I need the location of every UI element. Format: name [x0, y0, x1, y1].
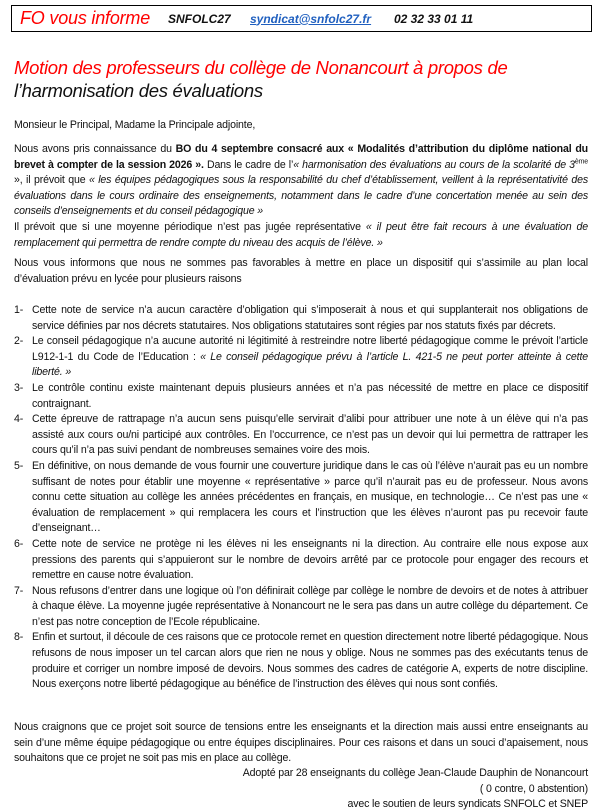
list-item	[14, 584, 588, 631]
quote-equipes: « les équipes pédagogiques sous la responsabilité du chef d’établissement, veillent à la représentativité des évaluations dans le cours ordinaire des enseignements, notamment dans le cadre d’une concertation menée au sein des conseils d’enseignements et du conseil pédagogique »	[14, 174, 588, 218]
brand-title: FO vous informe	[20, 8, 151, 28]
closing-paragraph: Nous craignons que ce projet soit source de tensions entre les enseignants et la direction mais aussi entre enseignants au sein d’une même équipe pédagogique ou entre équipes disciplinaires. Pour ces raisons et dans un souci d’apaisement, nous souhaitons que ce projet ne soit pas mis en place au collège.	[14, 721, 588, 765]
list-text: Cette épreuve de rattrapage n’a aucun sens puisqu’elle servirait d’alibi pour attribuer une note à un élève qui n’a pas assisté aux cours ou/ni participé aux contrôles. En l’occurrence, ce n’est pas un devoir qui lui permettra de rattraper les cours qu’il n’a pas suivi pendant de nombreuses semaines voire des mois.	[32, 413, 588, 457]
list-item	[14, 630, 588, 692]
bo-reference: BO du 4 septembre consacré aux « Modalités d’attribution du diplôme national du brevet à compter de la session 2026 ».	[14, 143, 588, 171]
title-line-2: l’harmonisation des évaluations	[14, 80, 263, 101]
phone-number: 02 32 33 01 11	[394, 11, 474, 26]
salutation: Monsieur le Principal, Madame la Principale adjointe,	[14, 119, 256, 131]
quote-remplacement: « il peut être fait recours à une évaluation de remplacement qui permettra de rendre compte du niveau des acquis de l’élève. »	[14, 220, 588, 249]
list-item	[14, 459, 588, 537]
intro-text-3: », il prévoit que	[14, 174, 89, 187]
list-number: 7-	[14, 584, 24, 597]
list-item	[14, 381, 588, 412]
signature-votes: ( 0 contre, 0 abstention)	[479, 782, 588, 795]
list-text: Enfin et surtout, il découle de ces raisons que ce protocole remet en question directement notre liberté pédagogique. Nous refusons de nous imposer un tel carcan alors que rien ne nous y oblige. Nous ne sommes pas des exécutants tenus de produire et corriger un nombre imposé de devoirs. Nous sommes des cadres de catégorie A, experts de notre discipline. Nous exerçons notre liberté pédagogique au bénéfice de l’instruction des élèves qui nous sont confiés.	[32, 631, 588, 691]
list-text: Le contrôle continu existe maintenant depuis plusieurs années et n’a pas nécessité de mettre en place ce dispositif contraignant.	[32, 381, 588, 410]
intro-text-4: Il prévoit que si une moyenne périodique n’est pas jugée représentative	[14, 220, 366, 233]
superscript-eme: ème	[574, 158, 588, 166]
list-item	[14, 537, 588, 584]
list-number: 2-	[14, 335, 24, 348]
list-text: Nous refusons d’entrer dans une logique où l’on définirait collège par collège le nombre de devoirs et de notes à attribuer à chaque élève. La moyenne jugée représentative à Nonancourt ne le sera pas dans un autre collège du département. Ce n’est pas notre conception de l’Ecole républicaine.	[32, 584, 588, 628]
list-item	[14, 412, 588, 459]
title-line-1: Motion des professeurs du collège de Nonancourt à propos de	[14, 57, 508, 78]
list-item	[14, 334, 588, 381]
union-name: SNFOLC27	[168, 11, 231, 26]
document-title	[14, 56, 594, 102]
intro-paragraph	[14, 142, 588, 251]
list-number: 4-	[14, 413, 24, 426]
header-banner	[11, 5, 592, 32]
quote-harmonisation: « harmonisation des évaluations au cours de la scolarité de 3	[293, 158, 575, 171]
list-number: 6-	[14, 537, 24, 550]
list-item	[14, 303, 588, 334]
list-text: Cette note de service n’a aucun caractère d’obligation qui s’imposerait à nous et qui supplanterait nos obligations de service définies par nos décrets statutaires. Nos obligations statutaires sont régies par nos statuts fixés par décrets.	[32, 304, 588, 332]
list-text	[32, 334, 588, 381]
position-paragraph: Nous vous informons que nous ne sommes pas favorables à mettre en place un dispositif qui s’assimile au plan local d’évaluation prévu en lycée pour plusieurs raisons	[14, 257, 588, 285]
list-text: En définitive, on nous demande de vous fournir une couverture juridique dans le cas où l’élève n’aurait pas eu un nombre suffisant de notes pour établir une moyenne « représentative » parce qu’il n’aurait pas eu de professeur. Nous avons connu cette situation au collège les années précédentes en français, en musique, en technologie… Ce n’est pas une « évaluation de remplacement » qui remplacera les cours et l’instruction que les élèves n’auront pas pu recevoir faute d’enseignant…	[32, 459, 588, 535]
list-number: 5-	[14, 459, 24, 472]
intro-text-2: Dans le cadre de l’	[203, 158, 294, 171]
list-text-plain: Le conseil pédagogique n’a aucune autorité ni légitimité à restreindre notre liberté pédagogique comme le prévoit l’article L912-1-1 du Code de l’Education :	[32, 335, 588, 363]
list-text: Cette note de service ne protège ni les élèves ni les enseignants ni la direction. Au contraire elle nous expose aux pressions des parents qui s’appuieront sur le nombre de devoirs arrêté par ce protocole pour engager des recours et remettre en cause notre évaluation.	[32, 537, 588, 582]
intro-text-1: Nous avons pris connaissance du	[14, 143, 176, 155]
signature-support: avec le soutien de leurs syndicats SNFOLC et SNEP	[347, 798, 588, 811]
signature-adopted: Adopté par 28 enseignants du collège Jean-Claude Dauphin de Nonancourt	[242, 767, 588, 779]
reasons-list	[14, 303, 588, 693]
list-number: 3-	[14, 381, 24, 394]
email-link[interactable]: syndicat@snfolc27.fr	[250, 11, 372, 26]
signature-block	[138, 766, 588, 812]
list-number: 1-	[14, 304, 24, 316]
list-text-quote: « Le conseil pédagogique prévu à l’article L. 421-5 ne peut porter atteinte à cette liberté. »	[32, 350, 588, 379]
list-number: 8-	[14, 631, 24, 644]
